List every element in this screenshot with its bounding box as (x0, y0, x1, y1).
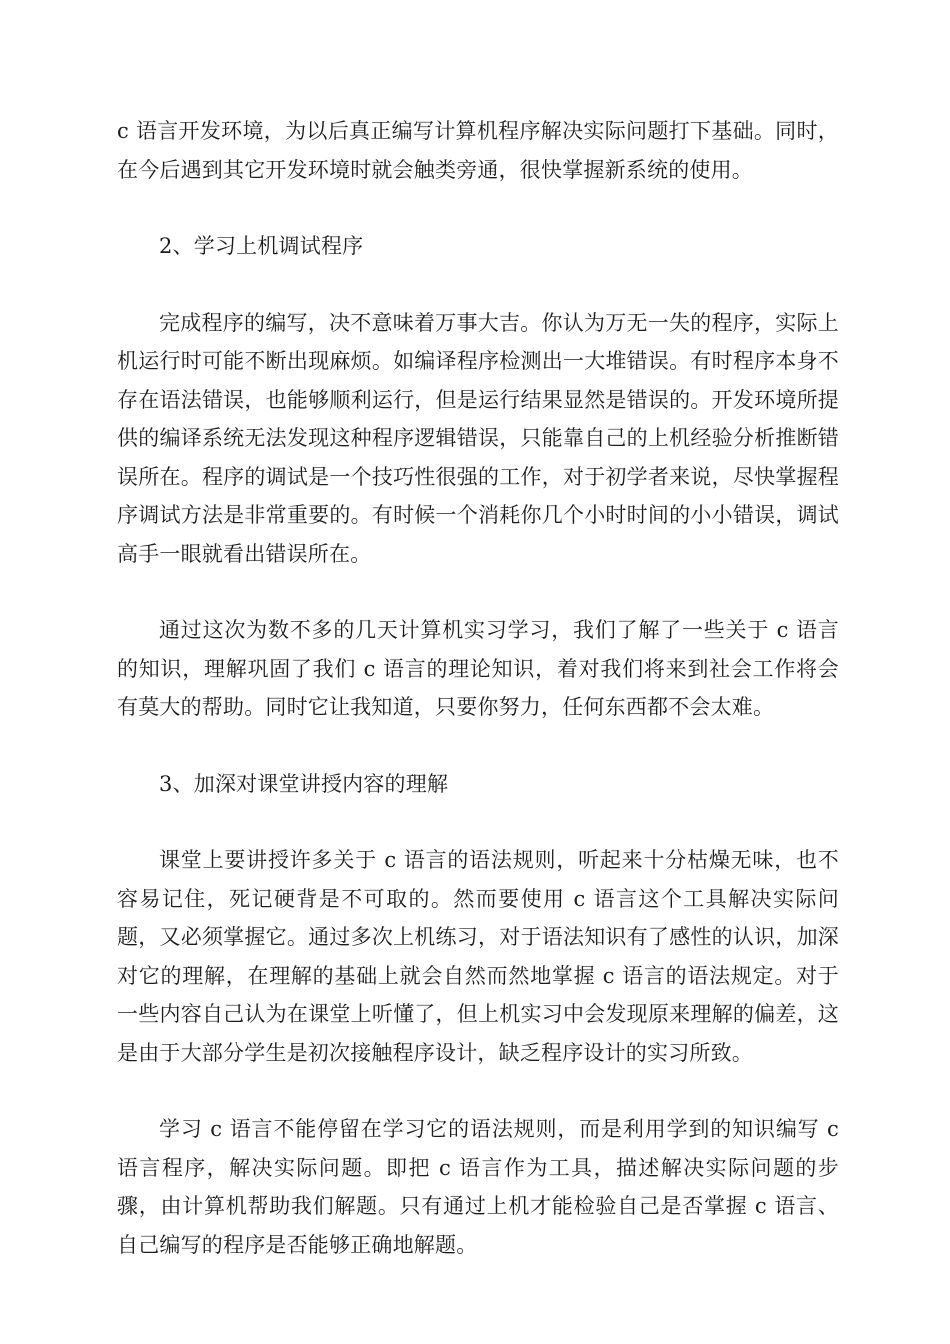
paragraph-internship-summary: 通过这次为数不多的几天计算机实习学习，我们了解了一些关于 c 语言的知识，理解巩固了我们 c 语言的理论知识，着对我们将来到社会工作将会有莫大的帮助。同时它让我知道，只要你努力，任何东西都不会太难。 (117, 618, 839, 719)
section-heading-3: 3、加深对课堂讲授内容的理解 (159, 771, 449, 796)
paragraph-classroom: 课堂上要讲授许多关于 c 语言的语法规则，听起来十分枯燥无味，也不容易记住，死记硬背是不可取的。然而要使用 c 语言这个工具解决实际问题，又必须掌握它。通过多次上机练习，对于语法知识有了感性的认识，加深对它的理解，在理解的基础上就会自然而然地掌握 c 语言的语法规定。对于一些内容自己认为在课堂上听懂了，但上机实习中会发现原来理解的偏差，这是由于大部分学生是初次接触程序设计，缺乏程序设计的实习所致。 (117, 848, 839, 1065)
paragraph-continued: c 语言开发环境，为以后真正编写计算机程序解决实际问题打下基础。同时，在今后遇到其它开发环境时就会触类旁通，很快掌握新系统的使用。 (117, 119, 839, 182)
paragraph-practice: 学习 c 语言不能停留在学习它的语法规则，而是利用学到的知识编写 c 语言程序，解决实际问题。即把 c 语言作为工具，描述解决实际问题的步骤，由计算机帮助我们解题。只有通过上机才能检验自己是否掌握 c 语言、自己编写的程序是否能够正确地解题。 (117, 1117, 839, 1257)
section-heading-2: 2、学习上机调试程序 (159, 234, 364, 258)
paragraph-debugging: 完成程序的编写，决不意味着万事大吉。你认为万无一失的程序，实际上机运行时可能不断出现麻烦。如编译程序检测出一大堆错误。有时程序本身不存在语法错误，也能够顺利运行，但是运行结果显然是错误的。开发环境所提供的编译系统无法发现这种程序逻辑错误，只能靠自己的上机经验分析推断错误所在。程序的调试是一个技巧性很强的工作，对于初学者来说，尽快掌握程序调试方法是非常重要的。有时候一个消耗你几个小时时间的小小错误，调试高手一眼就看出错误所在。 (117, 310, 839, 566)
document-body (117, 112, 839, 1302)
